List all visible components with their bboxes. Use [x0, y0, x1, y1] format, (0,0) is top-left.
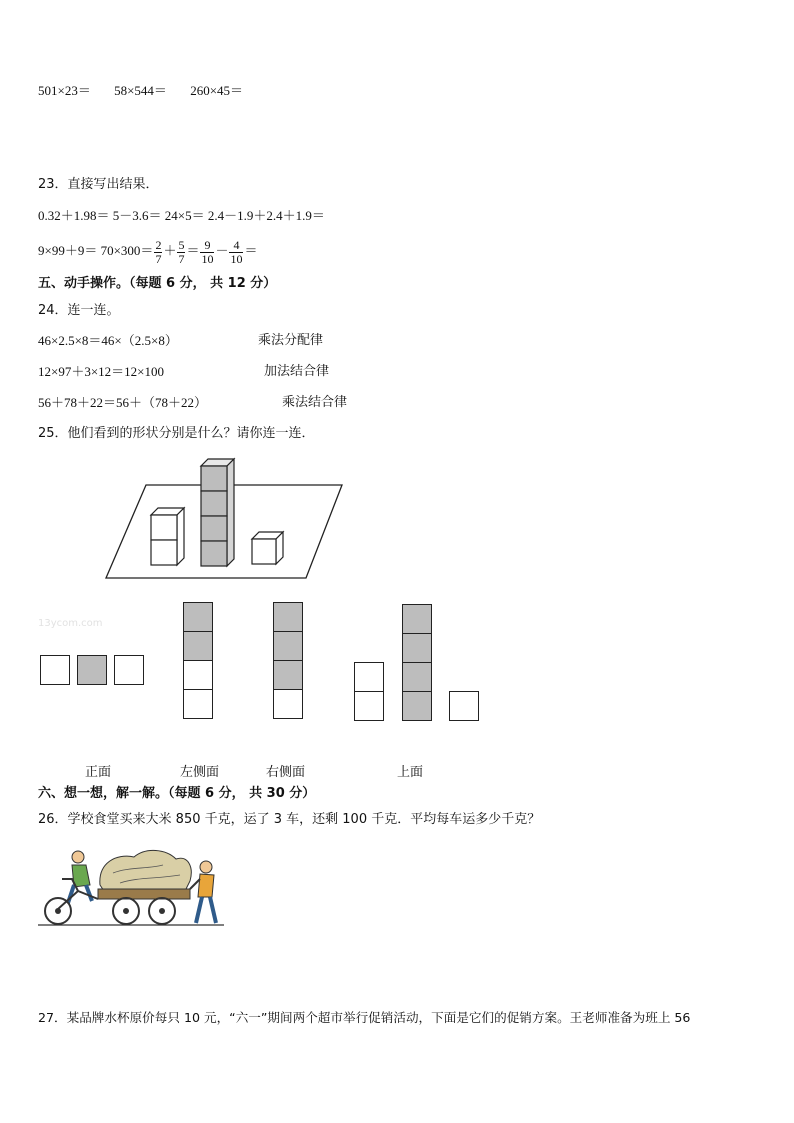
expr-3: 260×45＝	[190, 83, 244, 98]
tricycle-rice-illustration	[38, 845, 228, 927]
q24-title: 24．连一连。	[38, 303, 120, 318]
q23-row1	[38, 207, 325, 225]
top-view-box-1	[354, 662, 384, 692]
expr-2: 58×544＝	[114, 83, 167, 98]
q24-left-2: 12×97＋3×12＝12×100	[38, 364, 164, 379]
q27-text: 27．某品牌水杯原价每只 10 元，“六一”期间两个超市举行促销活动，下面是它们的促销方案。王老师准备为班上 56	[38, 1010, 691, 1025]
right-view-box-4	[273, 689, 303, 719]
top-view-box-2	[354, 691, 384, 721]
fraction-9-10: $\frac{9}{10}$	[201, 237, 214, 266]
q24-left-3: 56＋78＋22＝56＋（78＋22）	[38, 395, 208, 410]
right-view-box-2	[273, 631, 303, 661]
q23-expr-5: 9×99＋9＝	[38, 243, 98, 258]
q23-expr-1: 0.32＋1.98＝	[38, 208, 110, 223]
top-view-box-7	[449, 691, 479, 721]
q23-row2: 9×99＋9＝ 70×300＝ $\frac{2}{7}$ ＋ $\frac{5}{7}$ ＝ $\frac{9}{10}$ － $\frac{4}{10}$ ＝	[38, 237, 258, 266]
left-view-box-2	[183, 631, 213, 661]
fraction-4-10: $\frac{4}{10}$	[230, 237, 243, 266]
q24-right-2: 加法结合律	[264, 364, 330, 379]
section-6-heading: 六、想一想，解一解。（每题 6 分， 共 30 分）	[38, 786, 316, 801]
q25-title: 25．他们看到的形状分别是什么？请你连一连．	[38, 426, 315, 441]
q26-text: 26．学校食堂买来大米 850 千克，运了 3 车，还剩 100 千克．平均每车运多少千克？	[38, 812, 541, 827]
q23-title: 23．直接写出结果．	[38, 177, 159, 192]
left-view-box-4	[183, 689, 213, 719]
top-view-box-6	[402, 691, 432, 721]
q24-left-1: 46×2.5×8＝46×（2.5×8）	[38, 333, 178, 348]
expr-1: 501×23＝	[38, 83, 91, 98]
label-front: 正面	[85, 765, 112, 780]
top-view-box-3	[402, 604, 432, 634]
q23-expr-3: 24×5＝	[164, 208, 205, 223]
watermark: 13ycom.com	[38, 618, 103, 629]
label-right-side: 右侧面	[266, 765, 306, 780]
label-left-side: 左侧面	[180, 765, 220, 780]
q24-right-3: 乘法结合律	[282, 395, 348, 410]
front-view-box-1	[40, 655, 70, 685]
q24-right-1: 乘法分配律	[258, 333, 324, 348]
section-5-heading: 五、动手操作。（每题 6 分， 共 12 分）	[38, 276, 277, 291]
top-view-box-5	[402, 662, 432, 692]
front-view-box-3	[114, 655, 144, 685]
label-top: 上面	[397, 765, 424, 780]
right-view-box-1	[273, 602, 303, 632]
fraction-2-7: $\frac{2}{7}$	[155, 237, 162, 266]
left-view-box-1	[183, 602, 213, 632]
q23-expr-2: 5－3.6＝	[112, 208, 162, 223]
fraction-5-7: $\frac{5}{7}$	[178, 237, 185, 266]
right-view-box-3	[273, 660, 303, 690]
q23-expr-4: 2.4－1.9＋2.4＋1.9＝	[207, 208, 325, 223]
left-view-box-3	[183, 660, 213, 690]
q23-expr-6: 70×300＝	[100, 243, 154, 258]
front-view-box-2	[77, 655, 107, 685]
top-view-box-4	[402, 633, 432, 663]
cube-arrangement-figure	[100, 455, 360, 585]
q22-expressions	[38, 82, 243, 100]
